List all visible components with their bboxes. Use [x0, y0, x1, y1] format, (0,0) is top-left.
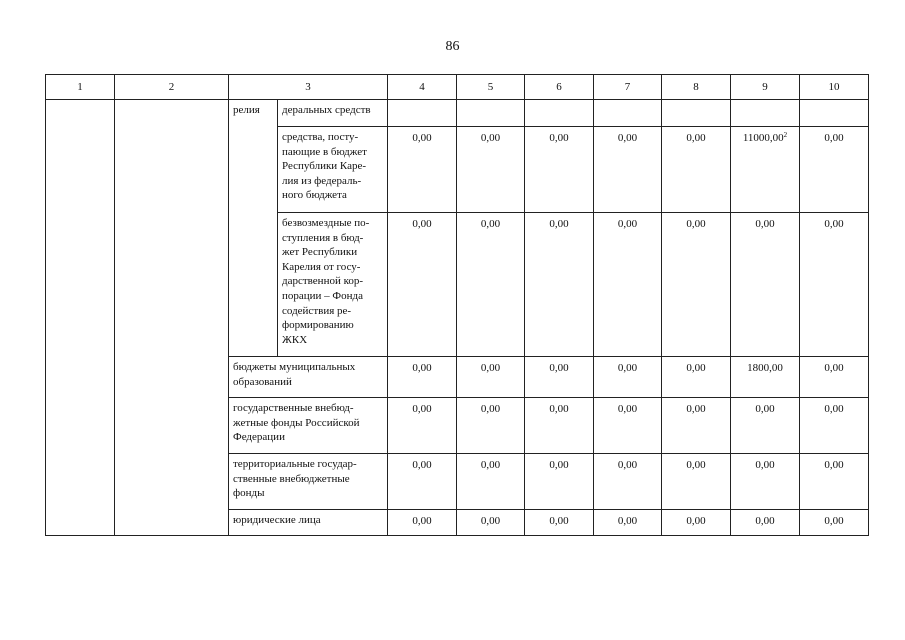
value-cell: 0,00 [388, 127, 457, 213]
value-cell [388, 100, 457, 127]
table-row [46, 100, 869, 127]
value-cell: 0,00 [388, 454, 457, 510]
value-cell: 0,00 [388, 510, 457, 536]
header-cell: 6 [525, 75, 594, 100]
funding-source-label: государственные внебюд- жетные фонды Российской Федерации [229, 398, 388, 454]
header-cell: 10 [800, 75, 869, 100]
value-cell: 0,00 [731, 398, 800, 454]
value-cell [731, 100, 800, 127]
column-2-cell [115, 100, 229, 536]
funding-source-label: территориальные государ- ственные внебюджетные фонды [229, 454, 388, 510]
header-cell: 2 [115, 75, 229, 100]
value-cell: 0,00 [388, 213, 457, 357]
page-number: 86 [445, 39, 460, 54]
value-cell: 1800,00 [731, 357, 800, 398]
value-cell: 0,00 [800, 454, 869, 510]
header-cell: 7 [594, 75, 662, 100]
value-cell: 0,00 [800, 213, 869, 357]
value-cell: 0,00 [457, 454, 525, 510]
value-cell: 0,00 [594, 213, 662, 357]
header-cell: 1 [46, 75, 115, 100]
value-cell: 0,00 [457, 357, 525, 398]
header-cell: 8 [662, 75, 731, 100]
value-cell: 0,00 [594, 454, 662, 510]
value-cell: 0,00 [662, 454, 731, 510]
value-cell: 0,00 [731, 213, 800, 357]
value-cell: 0,00 [525, 213, 594, 357]
value-cell: 0,00 [662, 510, 731, 536]
column-number-row [46, 75, 869, 100]
value-cell: 0,00 [525, 127, 594, 213]
value-cell: 0,00 [388, 398, 457, 454]
value-cell: 0,00 [525, 510, 594, 536]
value-cell [594, 100, 662, 127]
value-cell: 0,00 [800, 510, 869, 536]
value-cell: 0,00 [800, 398, 869, 454]
header-cell: 3 [229, 75, 388, 100]
value-cell: 0,00 [731, 510, 800, 536]
value-cell: 0,00 [662, 398, 731, 454]
funding-source-label: безвозмездные по- ступления в бюд- жет Республики Карелия от госу- дарственной кор- порации – Фонда содействия ре- формированию ЖКХ [278, 213, 388, 357]
value-cell: 0,00 [457, 510, 525, 536]
region-name-fragment: релия [229, 100, 278, 357]
funding-source-label: бюджеты муниципальных образований [229, 357, 388, 398]
value-cell: 0,00 [594, 127, 662, 213]
budget-table [45, 74, 869, 536]
value-cell: 0,00 [800, 357, 869, 398]
value-cell [800, 100, 869, 127]
value-cell: 0,00 [457, 398, 525, 454]
footnote-marker: 2 [783, 131, 788, 139]
value-cell: 0,00 [457, 127, 525, 213]
value-cell: 0,00 [731, 454, 800, 510]
value-cell [525, 100, 594, 127]
value-cell: 0,00 [594, 357, 662, 398]
value-cell: 0,00 [457, 213, 525, 357]
value-cell: 0,00 [594, 398, 662, 454]
value-cell: 0,00 [525, 454, 594, 510]
value-cell: 0,00 [662, 127, 731, 213]
value-cell: 0,00 [594, 510, 662, 536]
value-cell [731, 127, 800, 213]
value-cell: 0,00 [388, 357, 457, 398]
funding-source-label: деральных средств [278, 100, 388, 127]
header-cell: 9 [731, 75, 800, 100]
column-1-cell [46, 100, 115, 536]
value-cell: 0,00 [800, 127, 869, 213]
header-cell: 5 [457, 75, 525, 100]
value-cell [457, 100, 525, 127]
value-cell: 0,00 [662, 213, 731, 357]
value-cell [662, 100, 731, 127]
funding-source-label: средства, посту- пающие в бюджет Республики Каре- лия из федераль- ного бюджета [278, 127, 388, 213]
value-cell: 0,00 [525, 398, 594, 454]
header-cell: 4 [388, 75, 457, 100]
value-cell: 0,00 [662, 357, 731, 398]
value-text: 11000,00 [742, 132, 784, 144]
value-cell: 0,00 [525, 357, 594, 398]
funding-source-label: юридические лица [229, 510, 388, 536]
